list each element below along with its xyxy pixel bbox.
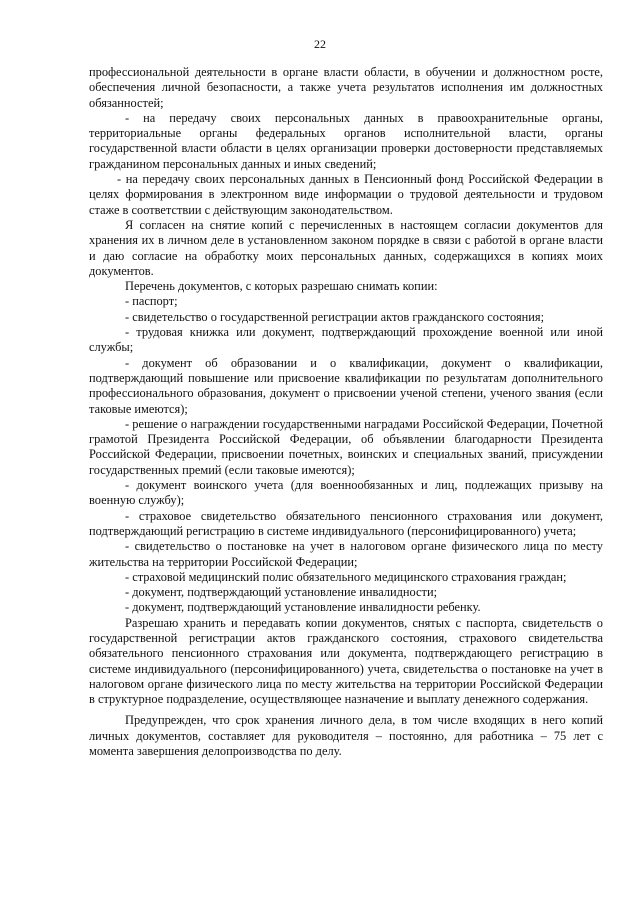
paragraph: Перечень документов, с которых разрешаю снимать копии: bbox=[125, 279, 438, 294]
paragraph: профессиональной деятельности в органе власти области, в обучении и должностном росте, обеспечения личной безопасности, а также учета результатов исполнения им должностных обязанностей; bbox=[89, 65, 603, 110]
paragraph: - документ, подтверждающий установление инвалидности; bbox=[125, 585, 438, 600]
paragraph: - документ воинского учета (для военнообязанных и лиц, подлежащих призыву на военную службу); bbox=[89, 478, 603, 508]
paragraph: - на передачу своих персональных данных в правоохранительные органы, территориальные органы федеральных органов исполнительной власти, органы государственной власти области в целях организации проверки достоверности представляемых гражданином персональных данных и иных сведений; bbox=[89, 110, 603, 171]
paragraph: Разрешаю хранить и передавать копии документов, снятых с паспорта, свидетельств о государственной регистрации актов гражданского состояния, страхового свидетельства обязательного пенсионного страхования или документа, подтверждающего регистрацию в системе индивидуального (персонифицированного) учета, свидетельства о постановке на учет в налоговом органе физического лица по месту жительства на территории Российской Федерации в структурное подразделение, осуществляющее назначение и выплату денежного содержания. bbox=[89, 615, 603, 707]
paragraph: - страховое свидетельство обязательного пенсионного страхования или документ, подтверждающий регистрацию в системе индивидуального (персонифицированного) учета; bbox=[89, 508, 603, 538]
paragraph: - свидетельство о постановке на учет в налоговом органе физического лица по месту жительства на территории Российской Федерации; bbox=[89, 539, 603, 569]
paragraph: Я согласен на снятие копий с перечисленных в настоящем согласии документов для хранения их в личном деле в установленном законом порядке в связи с работой в органе власти и даю согласие на обработку моих персональных данных, содержащихся в копиях моих документов. bbox=[89, 217, 603, 278]
paragraph: - трудовая книжка или документ, подтверждающий прохождение военной или иной службы; bbox=[89, 325, 603, 355]
paragraph: - на передачу своих персональных данных в Пенсионный фонд Российской Федерации в целях формирования в электронном виде информации о трудовой деятельности и трудовом стаже в соответствии с действующим законодательством. bbox=[89, 172, 603, 217]
paragraph: - документ об образовании и о квалификации, документ о квалификации, подтверждающий повышение или присвоение квалификации по результатам дополнительного профессионального образования, документ о присвоении ученой степени, ученого звания (если таковые имеются); bbox=[89, 355, 603, 416]
document-body bbox=[89, 65, 603, 759]
paragraph: - документ, подтверждающий установление инвалидности ребенку. bbox=[125, 600, 481, 615]
paragraph: - свидетельство о государственной регистрации актов гражданского состояния; bbox=[125, 309, 545, 324]
paragraph: - паспорт; bbox=[125, 294, 178, 309]
paragraph: - страховой медицинский полис обязательного медицинского страхования граждан; bbox=[125, 569, 567, 584]
page-number: 22 bbox=[314, 37, 326, 51]
paragraph: Предупрежден, что срок хранения личного дела, в том числе входящих в него копий личных документов, составляет для руководителя – постоянно, для работника – 75 лет с момента завершения делопроизводства по делу. bbox=[89, 713, 603, 759]
paragraph: - решение о награждении государственными наградами Российской Федерации, Почетной грамотой Президента Российской Федерации, об объявлении благодарности Президента Российской Федерации, присвоении почетных, воинских и специальных званий, присуждении государственных премий (если таковые имеются); bbox=[89, 416, 603, 477]
